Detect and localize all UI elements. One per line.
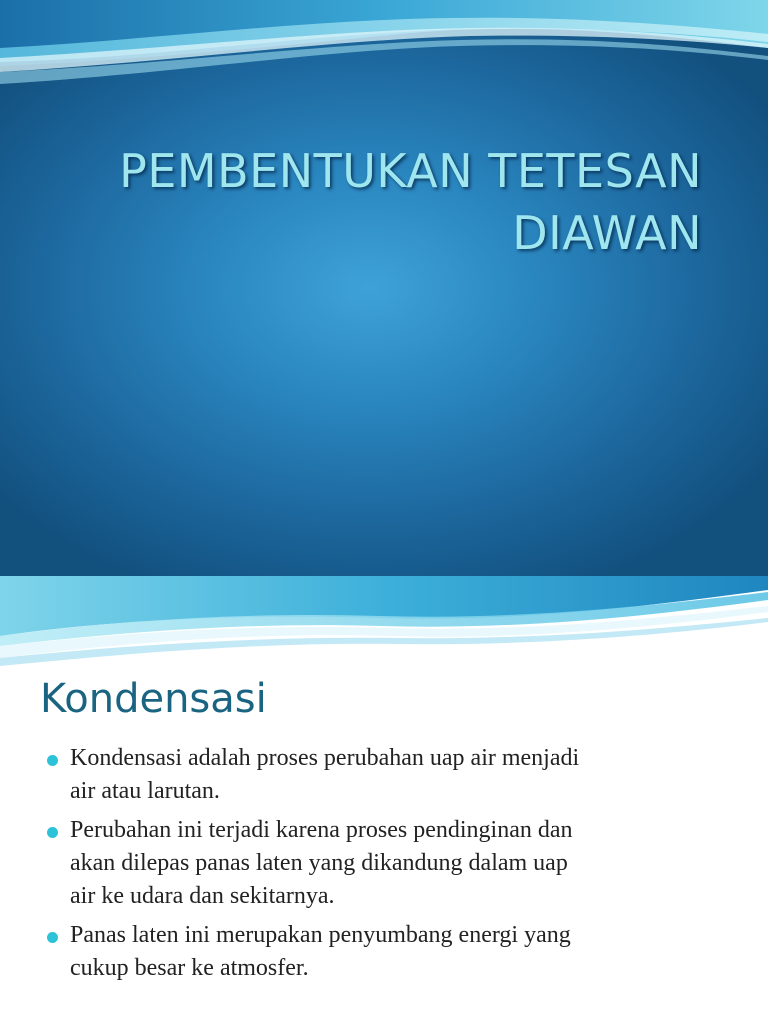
top-wave-decoration — [0, 0, 768, 100]
slide-heading: Kondensasi — [40, 676, 267, 722]
bullet-item — [40, 814, 740, 913]
slide-top-wave-decoration — [0, 576, 768, 666]
bullet-line: cukup besar ke atmosfer. — [70, 955, 309, 981]
bullet-line: Panas laten ini merupakan penyumbang energi yang — [70, 922, 571, 948]
bullet-dot-icon — [47, 827, 58, 838]
title-line-2: DIAWAN — [512, 206, 702, 260]
bullet-line: Kondensasi adalah proses perubahan uap air menjadi — [70, 745, 580, 771]
bullet-list — [40, 742, 740, 991]
title-line-1: PEMBENTUKAN TETESAN — [119, 144, 702, 198]
bullet-line: air atau larutan. — [70, 778, 220, 804]
bullet-dot-icon — [47, 755, 58, 766]
content-slide — [0, 576, 768, 1024]
bullet-dot-icon — [47, 932, 58, 943]
bullet-line: air ke udara dan sekitarnya. — [70, 883, 335, 909]
bullet-item — [40, 919, 740, 985]
slide-title — [42, 140, 702, 264]
bullet-item — [40, 742, 740, 808]
bullet-line: Perubahan ini terjadi karena proses pendinginan dan — [70, 817, 573, 843]
bullet-line: akan dilepas panas laten yang dikandung dalam uap — [70, 850, 568, 876]
